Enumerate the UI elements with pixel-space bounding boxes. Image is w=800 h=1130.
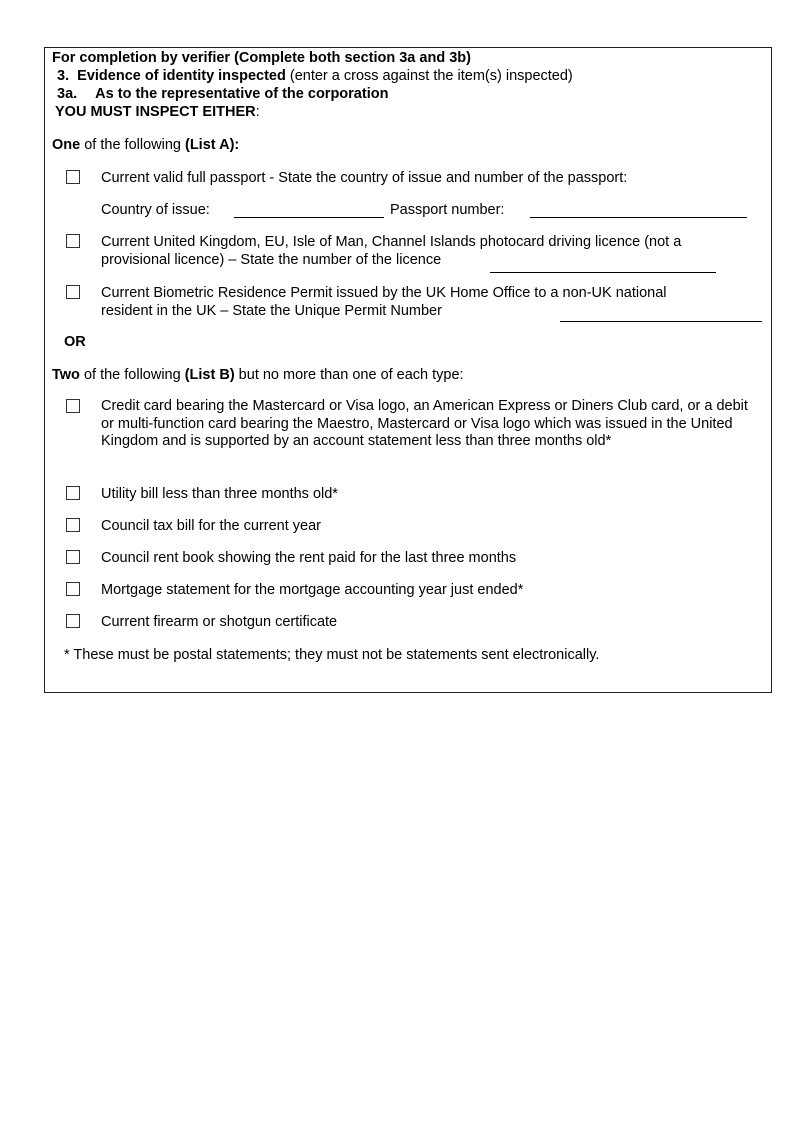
utility-bill-checkbox[interactable] bbox=[66, 486, 80, 500]
list-b-intro: Two of the following (List B) but no more than one of each type: bbox=[52, 367, 464, 383]
utility-bill-label: Utility bill less than three months old* bbox=[101, 486, 338, 502]
mortgage-statement-label: Mortgage statement for the mortgage accounting year just ended* bbox=[101, 582, 524, 598]
firearm-certificate-label: Current firearm or shotgun certificate bbox=[101, 614, 338, 630]
driving-licence-label-line2: provisional licence) – State the number of the licence bbox=[101, 252, 442, 268]
brp-number-field[interactable] bbox=[560, 321, 762, 322]
passport-label: Current valid full passport - State the country of issue and number of the passport: bbox=[101, 170, 628, 186]
council-rent-book-checkbox[interactable] bbox=[66, 550, 80, 564]
country-of-issue-label: Country of issue: bbox=[101, 202, 210, 218]
brp-label-line1: Current Biometric Residence Permit issued by the UK Home Office to a non-UK national bbox=[101, 285, 667, 301]
driving-licence-number-field[interactable] bbox=[490, 272, 716, 273]
passport-checkbox[interactable] bbox=[66, 170, 80, 184]
passport-number-label: Passport number: bbox=[390, 202, 505, 218]
driving-licence-label-line1: Current United Kingdom, EU, Isle of Man, Channel Islands photocard driving licence (not a bbox=[101, 234, 682, 250]
must-inspect-heading: YOU MUST INSPECT EITHER: bbox=[55, 104, 260, 120]
or-separator: OR bbox=[64, 334, 86, 350]
footnote: * These must be postal statements; they must not be statements sent electronically. bbox=[64, 647, 600, 663]
passport-number-field[interactable] bbox=[530, 217, 747, 218]
credit-card-label: Credit card bearing the Mastercard or Visa logo, an American Express or Diners Club card, or a debit or multi-function card bearing the Maestro, Mastercard or Visa logo which was issued in the United Kingdom and is supported by an account statement less than three months old* bbox=[101, 398, 748, 449]
mortgage-statement-checkbox[interactable] bbox=[66, 582, 80, 596]
firearm-certificate-checkbox[interactable] bbox=[66, 614, 80, 628]
section-3-heading: 3. Evidence of identity inspected (enter a cross against the item(s) inspected) bbox=[57, 68, 573, 84]
credit-card-checkbox[interactable] bbox=[66, 399, 80, 413]
completion-note: For completion by verifier (Complete both section 3a and 3b) bbox=[52, 50, 471, 66]
council-tax-checkbox[interactable] bbox=[66, 518, 80, 532]
country-of-issue-field[interactable] bbox=[234, 217, 384, 218]
council-tax-label: Council tax bill for the current year bbox=[101, 518, 322, 534]
brp-checkbox[interactable] bbox=[66, 285, 80, 299]
council-rent-book-label: Council rent book showing the rent paid for the last three months bbox=[101, 550, 517, 566]
list-a-intro: One of the following (List A): bbox=[52, 137, 240, 153]
driving-licence-checkbox[interactable] bbox=[66, 234, 80, 248]
section-3a-heading: 3a. As to the representative of the corporation bbox=[57, 86, 389, 102]
brp-label-line2: resident in the UK – State the Unique Permit Number bbox=[101, 303, 442, 319]
